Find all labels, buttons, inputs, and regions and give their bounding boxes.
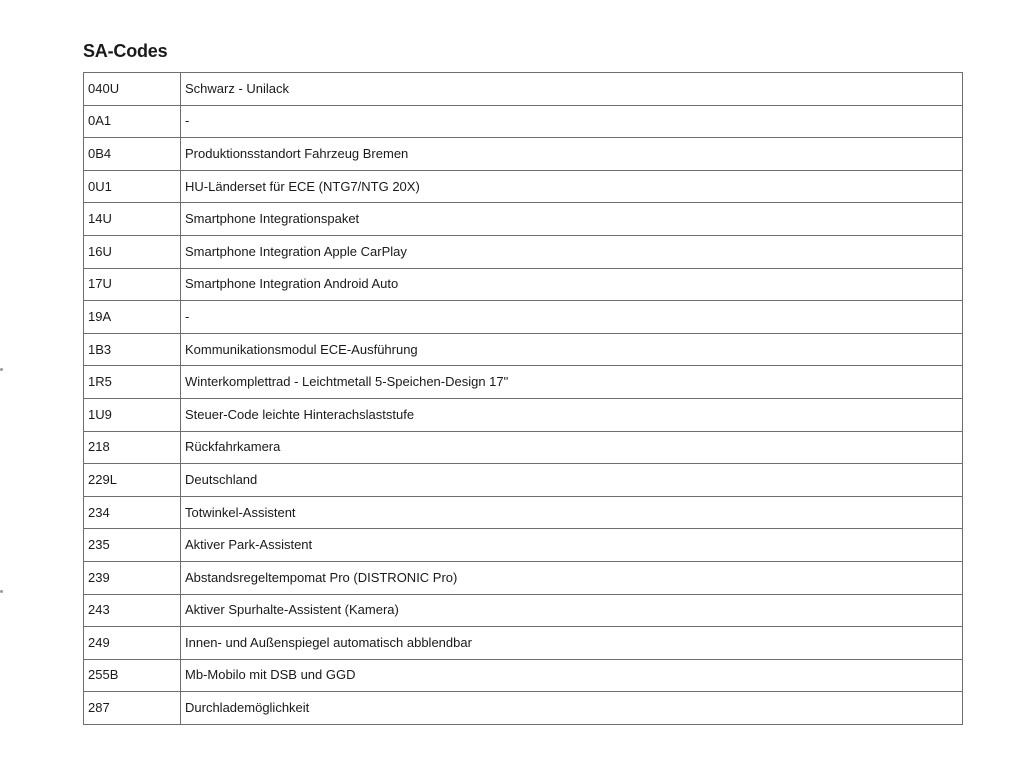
table-row: [84, 431, 963, 464]
table-row: [84, 301, 963, 334]
table-row: [84, 268, 963, 301]
table-row: [84, 170, 963, 203]
sa-description-cell: Kommunikationsmodul ECE-Ausführung: [181, 333, 963, 366]
sa-description-cell: Smartphone Integrationspaket: [181, 203, 963, 236]
sa-code-cell: 234: [84, 496, 181, 529]
table-row: [84, 464, 963, 497]
sa-code-cell: 0A1: [84, 105, 181, 138]
table-row: [84, 138, 963, 171]
sa-code-cell: 16U: [84, 235, 181, 268]
sa-code-cell: 243: [84, 594, 181, 627]
sa-code-cell: 17U: [84, 268, 181, 301]
sa-codes-table-body: [84, 73, 963, 725]
sa-code-cell: 1B3: [84, 333, 181, 366]
page-edge-mark: [0, 368, 3, 371]
table-row: [84, 496, 963, 529]
sa-codes-table: [83, 72, 963, 725]
sa-description-cell: Aktiver Park-Assistent: [181, 529, 963, 562]
table-row: [84, 561, 963, 594]
table-row: [84, 105, 963, 138]
table-row: [84, 73, 963, 106]
sa-description-cell: Totwinkel-Assistent: [181, 496, 963, 529]
sa-description-cell: Deutschland: [181, 464, 963, 497]
sa-code-cell: 255B: [84, 659, 181, 692]
sa-description-cell: Innen- und Außenspiegel automatisch abblendbar: [181, 627, 963, 660]
sa-code-cell: 218: [84, 431, 181, 464]
sa-description-cell: Aktiver Spurhalte-Assistent (Kamera): [181, 594, 963, 627]
sa-description-cell: Steuer-Code leichte Hinterachslaststufe: [181, 398, 963, 431]
sa-description-cell: HU-Länderset für ECE (NTG7/NTG 20X): [181, 170, 963, 203]
sa-code-cell: 1U9: [84, 398, 181, 431]
sa-description-cell: Produktionsstandort Fahrzeug Bremen: [181, 138, 963, 171]
table-row: [84, 235, 963, 268]
table-row: [84, 203, 963, 236]
sa-code-cell: 235: [84, 529, 181, 562]
sa-description-cell: Winterkomplettrad - Leichtmetall 5-Speichen-Design 17": [181, 366, 963, 399]
sa-description-cell: Smartphone Integration Apple CarPlay: [181, 235, 963, 268]
table-row: [84, 333, 963, 366]
sa-code-cell: 1R5: [84, 366, 181, 399]
sa-description-cell: Smartphone Integration Android Auto: [181, 268, 963, 301]
table-row: [84, 594, 963, 627]
sa-code-cell: 19A: [84, 301, 181, 334]
sa-description-cell: -: [181, 301, 963, 334]
sa-description-cell: Schwarz - Unilack: [181, 73, 963, 106]
table-row: [84, 659, 963, 692]
sa-code-cell: 14U: [84, 203, 181, 236]
page-title: SA-Codes: [83, 41, 168, 61]
sa-description-cell: -: [181, 105, 963, 138]
table-row: [84, 398, 963, 431]
table-row: [84, 529, 963, 562]
sa-code-cell: 0B4: [84, 138, 181, 171]
sa-description-cell: Rückfahrkamera: [181, 431, 963, 464]
sa-description-cell: Durchlademöglichkeit: [181, 692, 963, 725]
page-edge-mark: [0, 590, 3, 593]
table-row: [84, 627, 963, 660]
sa-code-cell: 0U1: [84, 170, 181, 203]
sa-code-cell: 287: [84, 692, 181, 725]
sa-code-cell: 249: [84, 627, 181, 660]
sa-code-cell: 040U: [84, 73, 181, 106]
table-row: [84, 692, 963, 725]
table-row: [84, 366, 963, 399]
sa-code-cell: 229L: [84, 464, 181, 497]
sa-description-cell: Abstandsregeltempomat Pro (DISTRONIC Pro): [181, 561, 963, 594]
sa-description-cell: Mb-Mobilo mit DSB und GGD: [181, 659, 963, 692]
sa-code-cell: 239: [84, 561, 181, 594]
